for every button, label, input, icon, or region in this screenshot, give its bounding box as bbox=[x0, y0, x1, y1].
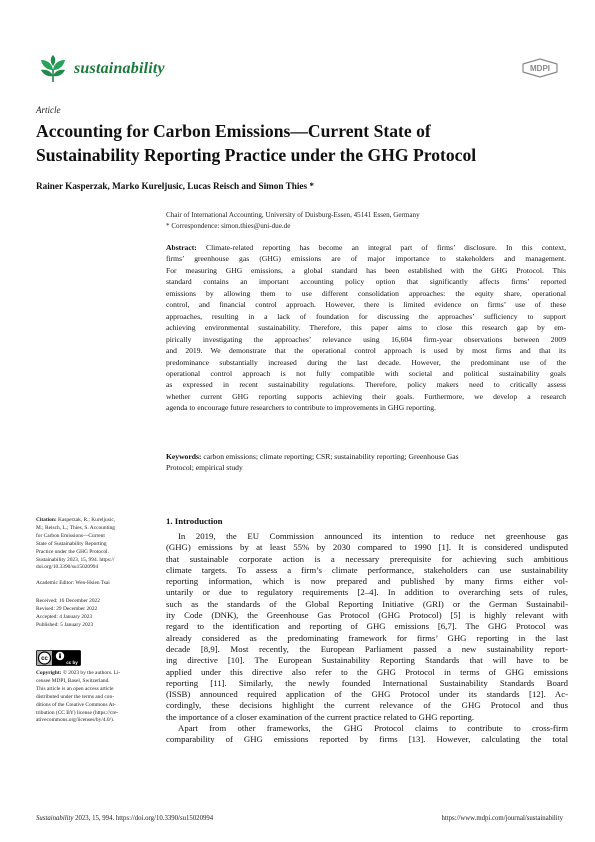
journal-logo[interactable] bbox=[36, 52, 165, 86]
keywords bbox=[166, 451, 566, 474]
abstract-line: standard contains an important accounting policy option that significantly affects firms’ reported bbox=[166, 277, 566, 287]
title-line: Accounting for Carbon Emissions—Current State of bbox=[36, 121, 431, 141]
citation-line: for Carbon Emissions—Current bbox=[36, 532, 105, 539]
body-line: ing directive [10]. The European Sustainability Reporting Standards that will have to be bbox=[166, 655, 568, 666]
body-line: (ISSB) announced required application of the GHG Protocol under its standards [12]. Ac- bbox=[166, 689, 568, 700]
body-line: that sustainable corporate action is a necessary prerequisite for achieving such ambitious bbox=[166, 553, 568, 564]
introduction-body bbox=[166, 531, 568, 746]
abstract-line: agenda to encourage future researchers to contribute to improvements in GHG reporting. bbox=[166, 403, 436, 413]
body-line: untarily or due to regulatory requirements [2–4]. In addition to overarching sets of rules, bbox=[166, 587, 568, 598]
body-line: such as the standards of the Global Reporting Initiative (GRI) or the German Sustainabil- bbox=[166, 598, 568, 609]
abstract-line: and 2019. We demonstrate that the operational control approach is used by most firms and that its bbox=[166, 346, 566, 356]
abstract-line: achieving environmental sustainability. Therefore, this paper aims to close this research gap by em- bbox=[166, 323, 566, 333]
citation-line: M.; Reisch, L.; Thies, S. Accounting bbox=[36, 524, 115, 531]
academic-editor: Academic Editor: Wen-Hsien Tsai bbox=[36, 580, 110, 586]
keywords-label: Keywords: bbox=[166, 452, 202, 461]
correspondence-line: * Correspondence: simon.thies@uni-due.de bbox=[166, 222, 291, 230]
abstract-line: pirically investigating the approaches’ relevance using 16,604 firm-year observations between 2009 bbox=[166, 334, 566, 344]
body-line: already considered as the predominating framework for firms’ GHG reporting in the last bbox=[166, 632, 568, 643]
copyright-line: This article is an open access article bbox=[36, 685, 114, 692]
svg-text:cc: cc bbox=[41, 656, 48, 663]
date-revised: Revised: 29 December 2022 bbox=[36, 605, 98, 612]
article-title bbox=[36, 119, 556, 167]
date-published: Published: 5 January 2023 bbox=[36, 621, 94, 628]
title-line: Sustainability Reporting Practice under the GHG Protocol bbox=[36, 145, 477, 165]
copyright-line: distributed under the terms and con- bbox=[36, 693, 114, 700]
body-line: ity Code (DNK), the Greenhouse Gas Protocol (GHG Protocol) [5] is highly relevant with bbox=[166, 610, 568, 621]
citation-line: Citation: Kasperzak, R.; Kureljusic, bbox=[36, 517, 116, 523]
body-line: comparability of GHG emissions reported by firms [13]. However, calculating the total bbox=[166, 734, 568, 745]
citation-line: State of Sustainability Reporting bbox=[36, 540, 107, 547]
body-line: applied under this directive also refer to the GHG Protocol in terms of GHG emissions bbox=[166, 666, 568, 677]
copyright-line: ditions of the Creative Commons At- bbox=[36, 701, 116, 708]
abstract-line: For measuring GHG emissions, a global standard has been established with the GHG Protocol. This bbox=[166, 265, 566, 275]
citation-block bbox=[36, 517, 154, 572]
body-line: In 2019, the EU Commission announced its intention to reduce net greenhouse gas bbox=[178, 531, 568, 541]
abstract-label: Abstract: bbox=[166, 243, 197, 252]
keywords-line: Protocol; empirical study bbox=[166, 463, 243, 473]
body-line: Apart from other frameworks, the GHG Protocol claims to contribute to cross-firm bbox=[178, 723, 568, 734]
keywords-line: Keywords: carbon emissions; climate reporting; CSR; sustainability reporting; Greenhouse Gas bbox=[166, 452, 459, 461]
footer-journal-url[interactable]: https://www.mdpi.com/journal/sustainability bbox=[441, 815, 563, 822]
footer-citation-rest[interactable]: 2023, 15, 994. https://doi.org/10.3390/su15020994 bbox=[73, 815, 214, 822]
footer-journal: Sustainability bbox=[36, 815, 74, 822]
date-accepted: Accepted: 4 January 2023 bbox=[36, 613, 93, 620]
abstract-line: control, and financial control approach. However, there is limited evidence on firms’ use of these bbox=[166, 300, 566, 310]
affiliation bbox=[166, 210, 566, 232]
cc-badge-text: cc by bbox=[66, 660, 78, 665]
body-line: cordingly, these decisions highlight the current relevance of the GHG Protocol and thus bbox=[166, 700, 568, 711]
copyright-line: tribution (CC BY) license (https://cre- bbox=[36, 709, 119, 716]
abstract-line: operational control approach is not fully compatible with societal and political sustainability goals bbox=[166, 368, 566, 378]
body-line: reporting information, which is now prepared and published by many firms either vol- bbox=[166, 576, 568, 587]
section-heading-introduction: 1. Introduction bbox=[166, 516, 223, 526]
citation-doi-link[interactable]: doi.org/10.3390/su15020994 bbox=[36, 564, 99, 571]
copyright-line: censee MDPI, Basel, Switzerland. bbox=[36, 677, 110, 684]
affiliation-line: Chair of International Accounting, University of Duisburg-Essen, 45141 Essen, Germany bbox=[166, 211, 420, 219]
abstract-line: firms’ greenhouse gas (GHG) emissions are of major importance to stakeholders and management. bbox=[166, 254, 566, 264]
journal-name: sustainability bbox=[74, 60, 165, 77]
mdpi-logo-text: MDPI bbox=[530, 64, 550, 74]
citation-line: Sustainability 2023, 15, 994. https:// bbox=[36, 556, 115, 563]
abstract-line: emissions by allowing them to use different consolidation approaches: the equity share, operational bbox=[166, 288, 566, 298]
footer-citation bbox=[36, 815, 213, 822]
body-line: decade [8,9]. Most recently, the European Parliament passed a new sustainability report- bbox=[166, 643, 568, 654]
body-line: the importance of a closer examination of the current practice related to GHG reporting. bbox=[166, 711, 475, 722]
author-list: Rainer Kasperzak, Marko Kureljusic, Lucas Reisch and Simon Thies * bbox=[36, 181, 314, 191]
citation-line: Practice under the GHG Protocol. bbox=[36, 548, 109, 555]
body-line: reporting [11]. Similarly, the newly founded International Sustainability Standards Board bbox=[166, 677, 568, 688]
abstract-line: Abstract: Climate-related reporting has become an integral part of firms’ disclosure. In this context, bbox=[166, 243, 566, 252]
mdpi-logo[interactable] bbox=[521, 58, 559, 78]
cc-by-license-icon[interactable] bbox=[36, 650, 81, 666]
article-type: Article bbox=[36, 105, 61, 115]
abstract-line: as expressed in recent sustainability regulations. Therefore, policy makers need to critically assess bbox=[166, 380, 566, 390]
date-received: Received: 16 December 2022 bbox=[36, 598, 100, 604]
publication-dates bbox=[36, 598, 154, 630]
leaf-tree-icon bbox=[36, 52, 70, 86]
body-line: climate targets. To assess a firm’s climate performance, stakeholders can use sustainability bbox=[166, 564, 568, 575]
abstract bbox=[166, 242, 566, 414]
abstract-line: predominance substantially increased during the last decade. However, the predominant use of the bbox=[166, 357, 566, 367]
body-line: (GHG) emissions by at least 55% by 2030 compared to 1990 [1]. It is considered undisputed bbox=[166, 542, 568, 553]
copyright-line: ativecommons.org/licenses/by/4.0/). bbox=[36, 717, 115, 724]
abstract-line: approaches, resulting in a lack of foundation for discussing the approaches’ sufficiency to support bbox=[166, 311, 566, 321]
abstract-line: whether current GHG reporting supports achieving their goals. Furthermore, we develop a research bbox=[166, 391, 566, 401]
copyright-block bbox=[36, 670, 154, 725]
copyright-line: Copyright: © 2023 by the authors. Li- bbox=[36, 670, 121, 676]
body-line: regard to the identification and reporting of GHG emissions [6,7]. The GHG Protocol was bbox=[166, 621, 568, 632]
